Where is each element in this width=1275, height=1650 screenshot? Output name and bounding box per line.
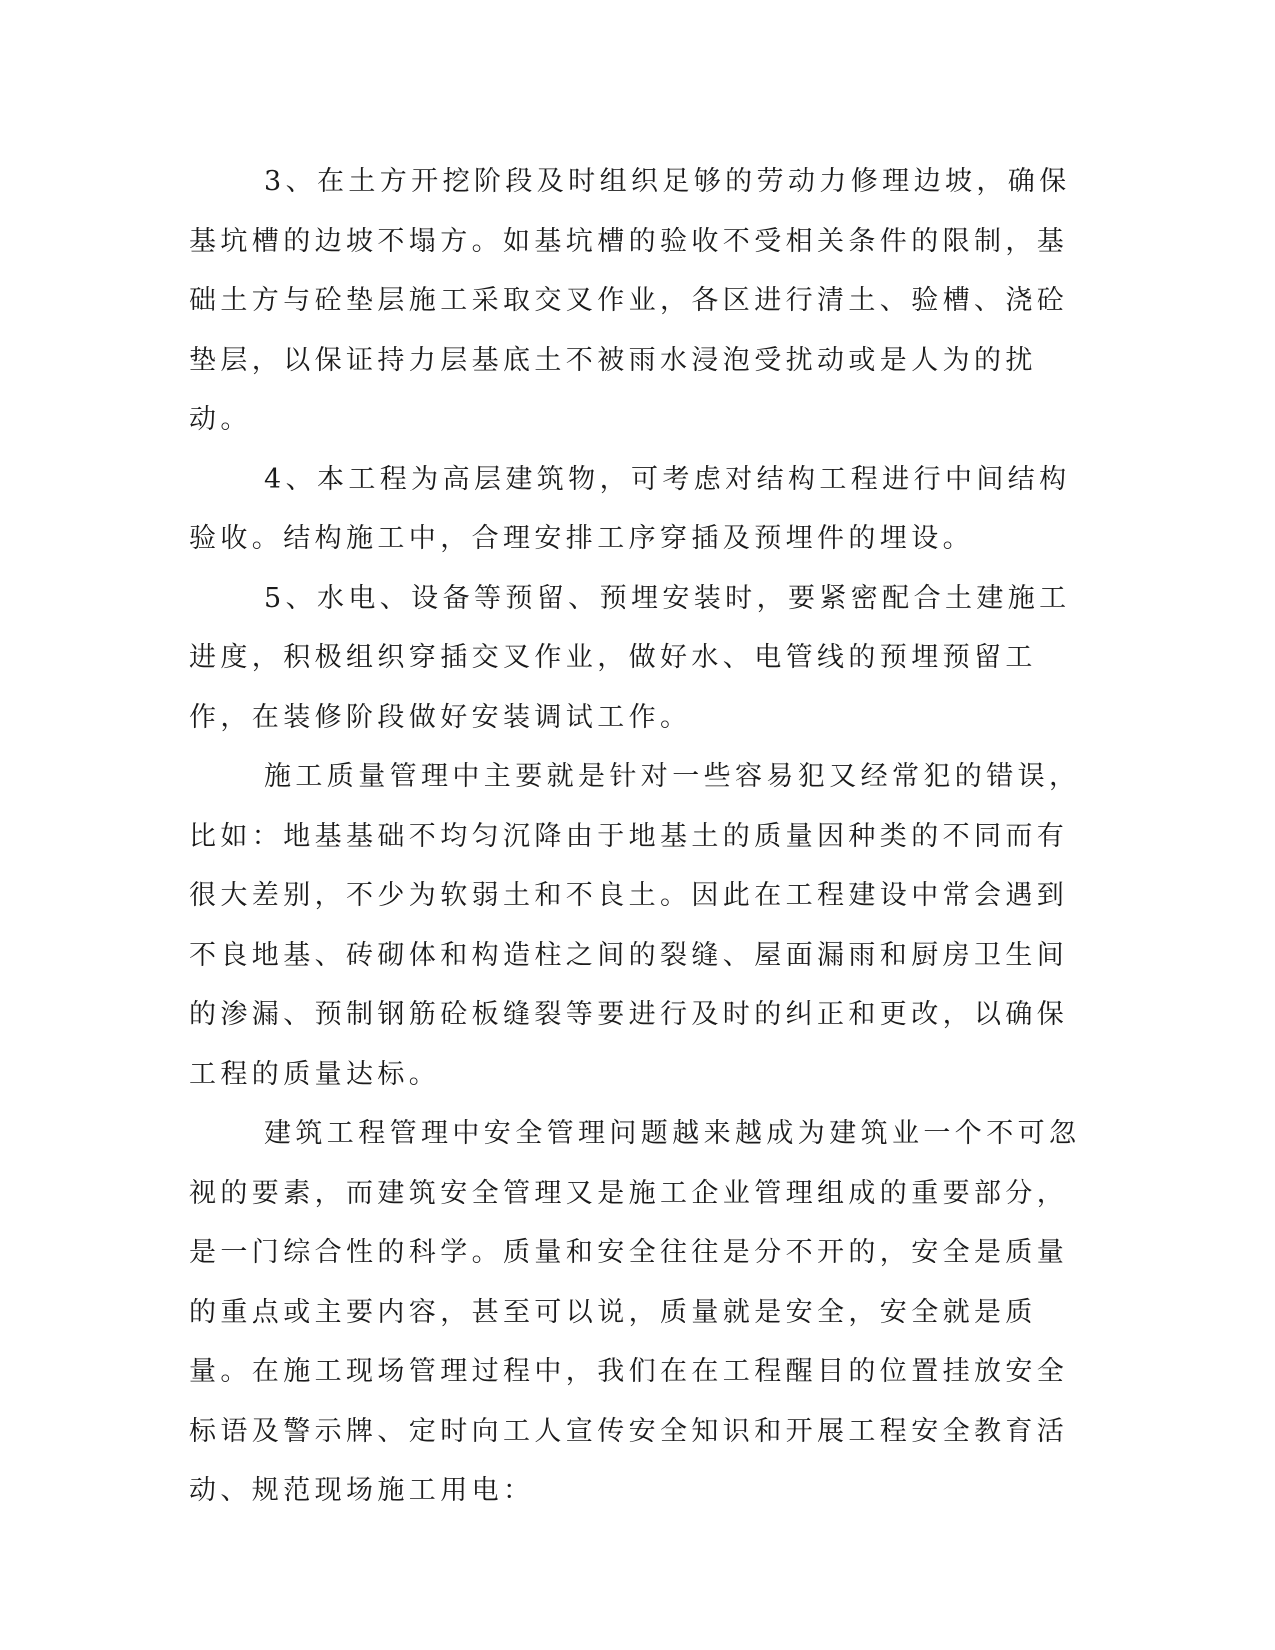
paragraph-item-3: 3、在土方开挖阶段及时组织足够的劳动力修理边坡，确保基坑槽的边坡不塌方。如基坑槽的验收不受相关条件的限制，基础土方与砼垫层施工采取交叉作业，各区进行清土、验槽、浇砼垫层，以保证持力层基底土不被雨水浸泡受扰动或是人为的扰动。 <box>189 166 1071 435</box>
paragraph-item-5: 5、水电、设备等预留、预埋安装时，要紧密配合土建施工进度，积极组织穿插交叉作业，做好水、电管线的预埋预留工作，在装修阶段做好安装调试工作。 <box>189 582 1071 733</box>
paragraph-quality-management: 施工质量管理中主要就是针对一些容易犯又经常犯的错误，比如：地基基础不均匀沉降由于地基土的质量因种类的不同而有很大差别，不少为软弱土和不良土。因此在工程建设中常会遇到不良地基、砖砌体和构造柱之间的裂缝、屋面漏雨和厨房卫生间的渗漏、预制钢筋砼板缝裂等要进行及时的纠正和更改，以确保工程的质量达标。 <box>189 761 1081 1090</box>
document-body <box>189 152 1089 1521</box>
paragraph-safety-management: 建筑工程管理中安全管理问题越来越成为建筑业一个不可忽视的要素，而建筑安全管理又是施工企业管理组成的重要部分，是一门综合性的科学。质量和安全往往是分不开的，安全是质量的重点或主要内容，甚至可以说，质量就是安全，安全就是质量。在施工现场管理过程中，我们在在工程醒目的位置挂放安全标语及警示牌、定时向工人宣传安全知识和开展工程安全教育活动、规范现场施工用电： <box>189 1118 1081 1506</box>
paragraph-item-4: 4、本工程为高层建筑物，可考虑对结构工程进行中间结构验收。结构施工中，合理安排工序穿插及预埋件的埋设。 <box>189 463 1071 554</box>
